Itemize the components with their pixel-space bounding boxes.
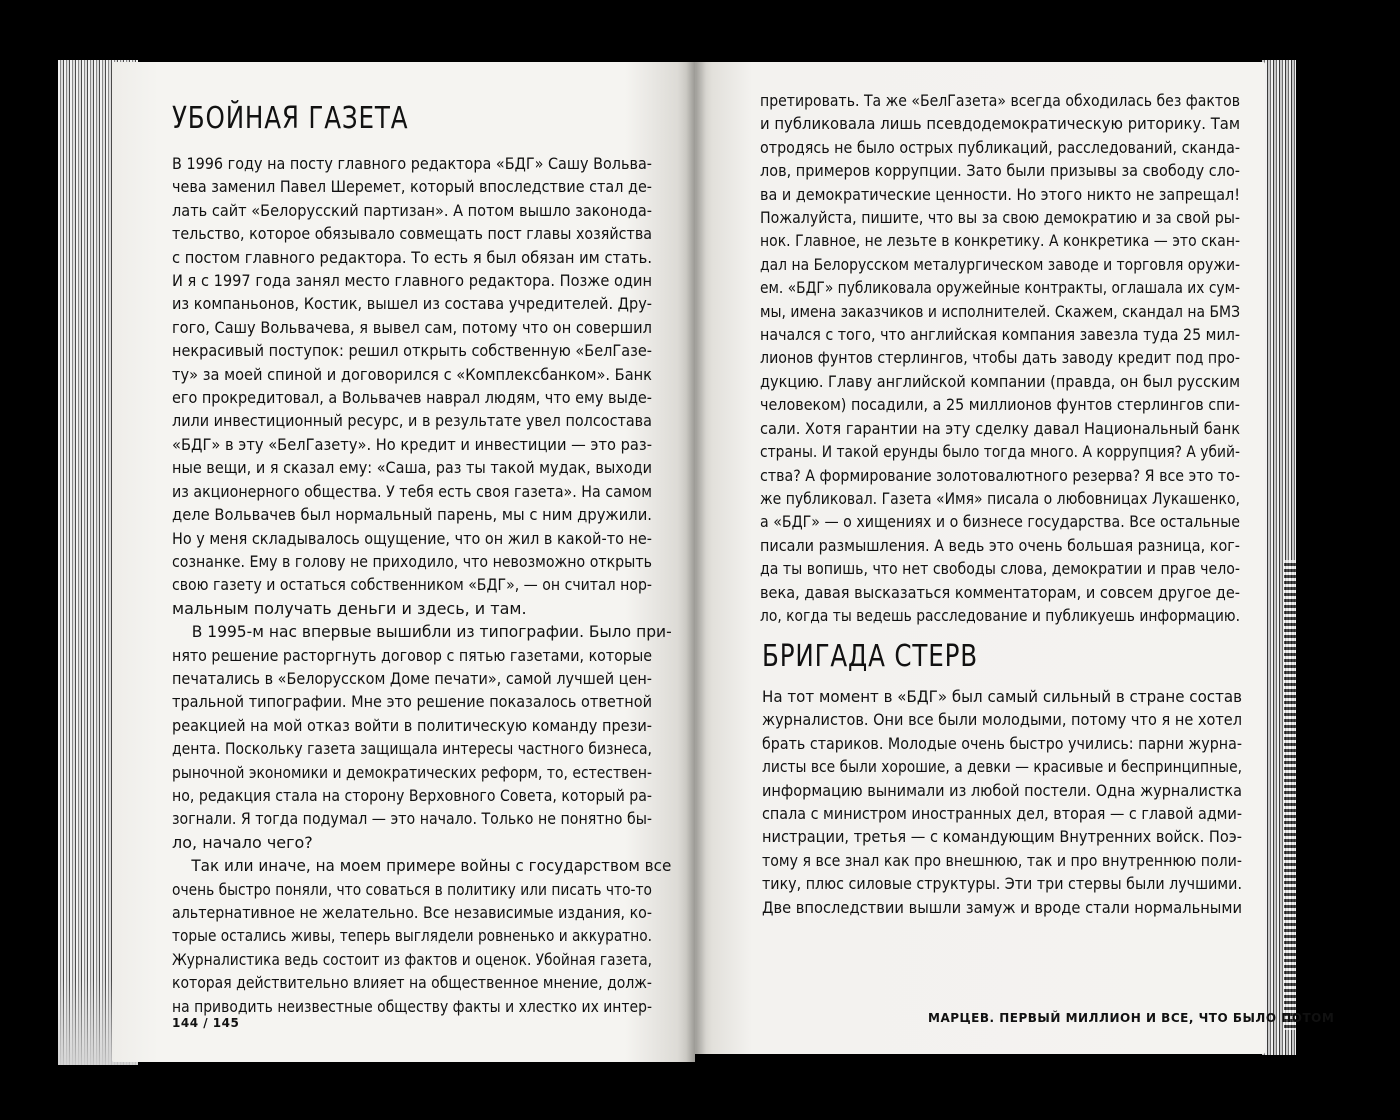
book-spine-shadow: [686, 62, 706, 1062]
text-line: Две впоследствии вышли замуж и вроде стали нормальными: [762, 897, 1242, 917]
text-line: Но у меня складывалось ощущение, что он жил в какой-то не-: [172, 528, 653, 548]
text-line: чева заменил Павел Шеремет, который впоследствие стал де-: [172, 177, 652, 197]
text-line: лили инвестиционный ресурс, и в результате увел полсостава: [172, 411, 652, 431]
text-line: ва и демократические ценности. Но этого никто не запрещал!: [760, 184, 1240, 204]
text-line: дента. Поскольку газета защищала интересы частного бизнеса,: [172, 739, 652, 759]
text-line: В 1996 году на посту главного редактора «БДГ» Сашу Вольва-: [172, 154, 652, 173]
text-line: журналистов. Они все были молодыми, потому что я не хотел: [762, 710, 1243, 730]
text-line: на приводить неизвестные обществу факты и хлестко их интер-: [172, 996, 652, 1016]
text-line: тику, плюс силовые структуры. Эти три стервы были лучшими.: [762, 874, 1242, 894]
text-line: очень быстро поняли, что соваться в политику или писать что-то: [172, 879, 652, 899]
text-line: листы все были хорошие, а девки — красивые и беспринципные,: [762, 757, 1243, 777]
right-body-text: [760, 89, 1240, 627]
text-line: же публиковал. Газета «Имя» писала о любовницах Лукашенко,: [760, 488, 1240, 508]
text-line: страны. И такой ерунды было тогда много. А коррупция? А убий-: [760, 442, 1240, 462]
text-line: тральной типографии. Мне это решение показалось ответной: [172, 692, 653, 712]
right-body-text-2: [762, 685, 1242, 919]
text-line: спала с министром иностранных дел, вторая — с главой адми-: [762, 804, 1243, 824]
text-line: ло, когда ты ведешь расследование и публикуешь информацию.: [760, 605, 1240, 625]
text-line: с постом главного редактора. То есть я был обязан им стать.: [172, 247, 652, 267]
text-line: печатались в «Белорусском Доме печати», самой лучшей цен-: [172, 668, 653, 688]
right-chapter-heading: БРИГАДА СТЕРВ: [762, 639, 978, 674]
text-line: лионов фунтов стерлингов, чтобы дать заводу кредит под про-: [760, 348, 1241, 368]
text-line: отродясь не было острых публикаций, расследований, сканда-: [760, 137, 1240, 157]
text-line: претировать. Та же «БелГазета» всегда обходилась без фактов: [760, 91, 1240, 110]
text-line: нистрации, третья — с командующим Внутренних войск. Поэ-: [762, 827, 1242, 847]
right-edge-pattern: [1284, 560, 1296, 1030]
text-line: Так или иначе, на моем примере войны с государством все: [172, 856, 672, 876]
running-footer-title: МАРЦЕВ. ПЕРВЫЙ МИЛЛИОН И ВСЕ, ЧТО БЫЛО ПОТОМ: [928, 1011, 1335, 1025]
text-line: некрасивый поступок: решил открыть собственную «БелГазе-: [172, 341, 652, 361]
text-line: лов, примеров коррупции. Зато были призывы за свободу сло-: [760, 161, 1240, 181]
text-line: сали. Хотя гарантии на эту сделку давал Национальный банк: [760, 418, 1241, 438]
text-line: дукцию. Главу английской компании (правда, он был русским: [760, 371, 1240, 391]
text-line: альтернативное не желательно. Все независимые издания, ко-: [172, 903, 653, 922]
text-line: нято решение расторгнуть договор с пятью газетами, которые: [172, 645, 652, 665]
text-line: но, редакция стала на сторону Верховного Совета, который ра-: [172, 785, 652, 805]
page-numbers: 144 / 145: [172, 1016, 240, 1030]
text-line: Журналистика ведь состоит из фактов и оценок. Убойная газета,: [172, 949, 653, 969]
text-line: На тот момент в «БДГ» был самый сильный в стране состав: [762, 687, 1243, 706]
text-line: информацию вынимали из любой постели. Одна журналистка: [762, 780, 1242, 800]
text-line: Пожалуйста, пишите, что вы за свою демократию и за свой ры-: [760, 208, 1241, 228]
text-line: «БДГ» в эту «БелГазету». Но кредит и инвестиции — это раз-: [172, 434, 652, 454]
text-line: нок. Главное, не лезьте в конкретику. А конкретика — это скан-: [760, 231, 1241, 251]
text-line: мальным получать деньги и здесь, и там.: [172, 598, 527, 618]
text-line: писали размышления. А ведь это очень большая разница, ког-: [760, 535, 1241, 555]
text-line: да ты вопишь, что нет свободы слова, демократии и прав чело-: [760, 559, 1240, 579]
left-body-text: [172, 152, 672, 1018]
text-line: и публиковала лишь псевдодемократическую риторику. Там: [760, 114, 1241, 134]
text-line: реакцией на мой отказ войти в политическую команду прези-: [172, 715, 653, 735]
text-line: ло, начало чего?: [172, 832, 313, 852]
text-line: ем. «БДГ» публиковала оружейные контракты, оглашала их сум-: [760, 278, 1241, 298]
text-line: из компаньонов, Костик, вышел из состава учредителей. Дру-: [172, 294, 653, 314]
text-line: тому я все знал как про внешнюю, так и про внутреннюю поли-: [762, 850, 1242, 870]
text-line: лать сайт «Белорусский партизан». А потом вышло законода-: [172, 200, 653, 220]
text-line: В 1995-м нас впервые вышибли из типографии. Было при-: [172, 622, 672, 642]
text-line: гого, Сашу Вольвачева, я вывел сам, потому что он совершил: [172, 317, 652, 337]
text-line: человеком) посадили, а 25 миллионов фунтов стерлингов спи-: [760, 395, 1240, 415]
text-line: деле Вольвачев был нормальный парень, мы с ним дружили.: [172, 505, 652, 525]
text-line: тельство, которое обязывало совмещать пост главы хозяйства: [172, 224, 653, 244]
text-line: свою газету и остаться собственником «БДГ», — он считал нор-: [172, 575, 653, 595]
text-line: из акционерного общества. У тебя есть своя газета». На самом: [172, 481, 653, 501]
text-line: которая действительно влияет на общественное мнение, долж-: [172, 973, 652, 993]
text-line: дал на Белорусском металургическом заводе и торговля оружи-: [760, 254, 1241, 274]
text-line: мы, имена заказчиков и исполнителей. Скажем, скандал на БМЗ: [760, 301, 1241, 321]
text-line: зогнали. Я тогда подумал — это начало. Только не понятно бы-: [172, 809, 653, 829]
text-line: ства? А формирование золотовалютного резерва? Я все это то-: [760, 465, 1241, 485]
text-line: ные вещи, и я сказал ему: «Саша, раз ты такой мудак, выходи: [172, 458, 652, 478]
text-line: рыночной экономики и демократических реформ, то, естествен-: [172, 762, 653, 782]
text-line: торые остались живы, теперь выглядели ровненько и аккуратно.: [172, 926, 652, 946]
left-chapter-heading: УБОЙНАЯ ГАЗЕТА: [172, 101, 409, 136]
text-line: сознанке. Ему в голову не приходило, что невозможно открыть: [172, 551, 652, 571]
text-line: И я с 1997 года занял место главного редактора. Позже один: [172, 271, 653, 291]
text-line: начался с того, что английская компания завезла туда 25 мил-: [760, 325, 1240, 345]
text-line: его прокредитовал, а Вольвачев наврал людям, что ему выде-: [172, 388, 653, 408]
text-line: ту» за моей спиной и договорился с «Комплексбанком». Банк: [172, 364, 653, 384]
text-line: брать стариков. Молодые очень быстро учились: парни журна-: [762, 733, 1242, 753]
text-line: века, давая высказаться комментаторам, и совсем другое де-: [760, 582, 1240, 602]
text-line: а «БДГ» — о хищениях и о бизнесе государства. Все остальные: [760, 512, 1240, 532]
